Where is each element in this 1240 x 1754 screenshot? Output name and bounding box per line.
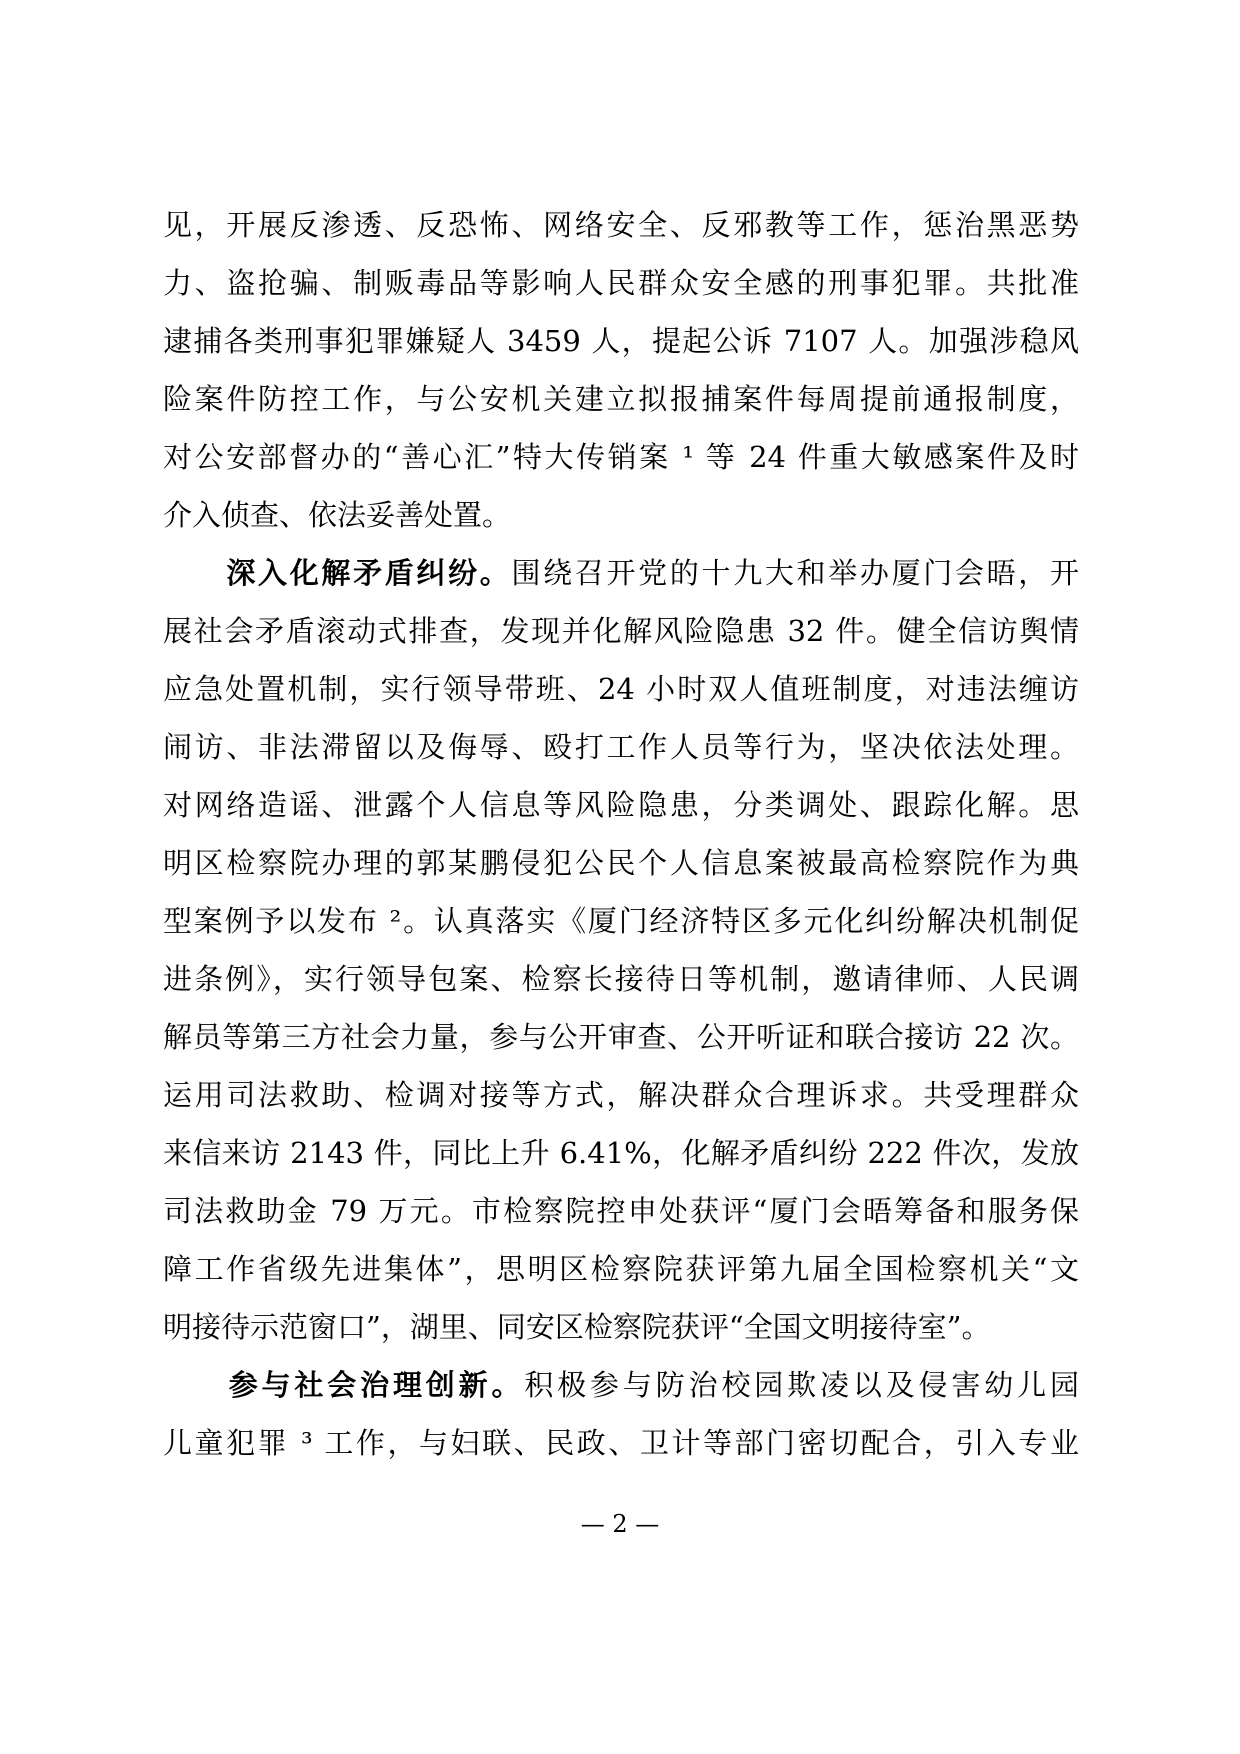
text-line: 应急处置机制，实行领导带班、24 小时双人值班制度，对违法缠访	[163, 672, 1079, 706]
text-line: 险案件防控工作，与公安机关建立拟报捕案件每周提前通报制度，	[163, 382, 1079, 416]
text-line: 介入侦查、依法妥善处置。	[163, 498, 512, 532]
text-line: 力、盗抢骗、制贩毒品等影响人民群众安全感的刑事犯罪。共批准	[163, 266, 1079, 300]
document-body	[163, 196, 1079, 1472]
text-line: 逮捕各类刑事犯罪嫌疑人 3459 人，提起公诉 7107 人。加强涉稳风	[163, 324, 1079, 358]
paragraph-heading: 参与社会治理创新。	[228, 1368, 525, 1402]
text-line: 明区检察院办理的郭某鹏侵犯公民个人信息案被最高检察院作为典	[163, 846, 1079, 880]
text-line: 展社会矛盾滚动式排查，发现并化解风险隐患 32 件。健全信访舆情	[163, 614, 1079, 648]
text-line: 见，开展反渗透、反恐怖、网络安全、反邪教等工作，惩治黑恶势	[163, 208, 1079, 242]
text-span: 围绕召开党的十九大和举办厦门会晤，开	[511, 556, 1079, 590]
text-line: 对公安部督办的“善心汇”特大传销案 ¹ 等 24 件重大敏感案件及时	[163, 440, 1079, 474]
text-line: 型案例予以发布 ²。认真落实《厦门经济特区多元化纠纷解决机制促	[163, 904, 1079, 938]
text-line: 障工作省级先进集体”，思明区检察院获评第九届全国检察机关“文	[163, 1252, 1079, 1286]
text-line: 对网络造谣、泄露个人信息等风险隐患，分类调处、跟踪化解。思	[163, 788, 1079, 822]
text-line: 司法救助金 79 万元。市检察院控申处获评“厦门会晤筹备和服务保	[163, 1194, 1079, 1228]
text-line: 闹访、非法滞留以及侮辱、殴打工作人员等行为，坚决依法处理。	[163, 730, 1079, 764]
text-line: 来信来访 2143 件，同比上升 6.41%，化解矛盾纠纷 222 件次，发放	[163, 1136, 1079, 1170]
text-span: 积极参与防治校园欺凌以及侵害幼儿园	[524, 1368, 1079, 1402]
text-line: 儿童犯罪 ³ 工作，与妇联、民政、卫计等部门密切配合，引入专业	[163, 1426, 1079, 1460]
text-line: 明接待示范窗口”，湖里、同安区检察院获评“全国文明接待室”。	[163, 1310, 991, 1344]
paragraph-heading: 深入化解矛盾纠纷。	[226, 556, 512, 590]
text-line: 进条例》，实行领导包案、检察长接待日等机制，邀请律师、人民调	[163, 962, 1079, 996]
paragraph-first-line	[163, 1356, 1079, 1414]
page-number: — 2 —	[580, 1510, 660, 1538]
paragraph-first-line	[163, 544, 1079, 602]
text-line: 解员等第三方社会力量，参与公开审查、公开听证和联合接访 22 次。	[163, 1020, 1079, 1054]
text-line: 运用司法救助、检调对接等方式，解决群众合理诉求。共受理群众	[163, 1078, 1079, 1112]
